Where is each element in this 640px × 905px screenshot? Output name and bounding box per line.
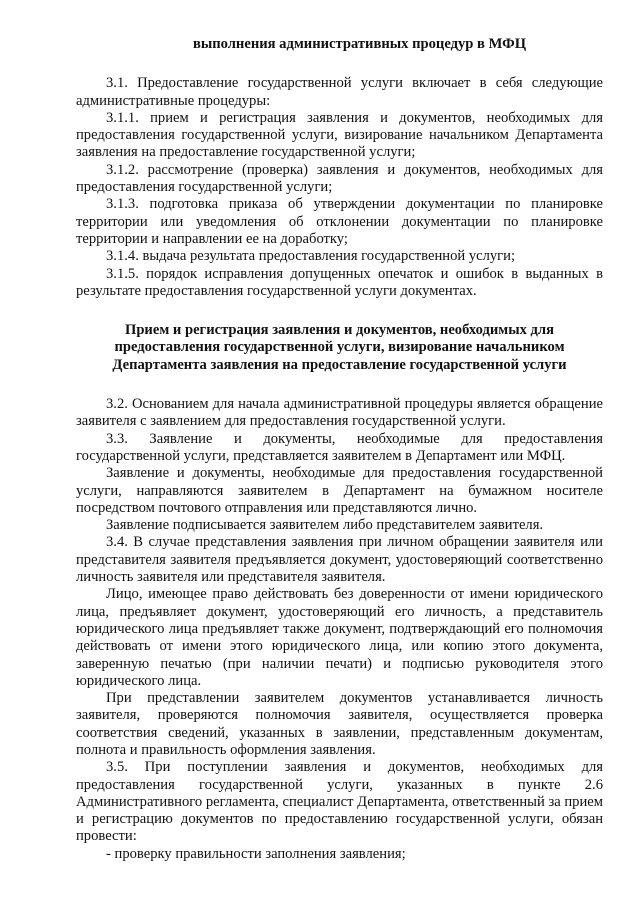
paragraph-submission: Заявление и документы, необходимые для предоставления государственной услуги, направляются заявителем в Департамент на бумажном носителе посредством почтового отправления или представляются лично. (76, 465, 603, 516)
paragraph-3-1-3: 3.1.3. подготовка приказа об утверждении документации по планировке территории или уведомления об отклонении документации по планировке территории и направлении ее на доработку; (76, 196, 603, 247)
paragraph-legal-entity: Лицо, имеющее право действовать без доверенности от имени юридического лица, предъявляет документ, удостоверяющий его личность, а представитель юридического лица предъявляет также документ, подтверждающий его полномочия действовать от имени этого юридического лица, или копию этого документа, заверенную печатью (при наличии печати) и подписью руководителя этого юридического лица. (76, 586, 603, 689)
paragraph-3-4: 3.4. В случае представления заявления при личном обращении заявителя или представителя заявителя предъявляется документ, удостоверяющий соответственно личность заявителя или представителя заявителя. (76, 534, 603, 586)
paragraph-3-1: 3.1. Предоставление государственной услуги включает в себя следующие административные процедуры: (76, 75, 603, 109)
section-heading: Прием и регистрация заявления и документов, необходимых для предоставления государственной услуги, визирование начальником Департамента заявления на предоставление государственной услуги (112, 322, 567, 373)
document-heading: выполнения административных процедур в МФЦ (192, 36, 527, 52)
reception-section (76, 396, 603, 863)
paragraph-identity-check: При представлении заявителем документов устанавливается личность заявителя, проверяются полномочия заявителя, осуществляется проверка соответствия сведений, указанных в заявлении, представленным документам, полнота и правильность оформления заявления. (76, 690, 603, 758)
paragraph-check-form: - проверку правильности заполнения заявления; (106, 845, 406, 862)
document-page (76, 36, 603, 863)
paragraph-signature: Заявление подписывается заявителем либо представителем заявителя. (106, 517, 544, 534)
paragraph-3-2: 3.2. Основанием для начала административной процедуры является обращение заявителя с заявлением для предоставления государственной услуги. (76, 396, 603, 430)
paragraph-3-3: 3.3. Заявление и документы, необходимые для предоставления государственной услуги, представляется заявителем в Департамент или МФЦ. (76, 430, 603, 464)
paragraph-3-1-2: 3.1.2. рассмотрение (проверка) заявления и документов, необходимых для предоставления государственной услуги; (76, 161, 603, 196)
paragraph-3-1-4: 3.1.4. выдача результата предоставления государственной услуги; (106, 248, 516, 265)
paragraph-3-1-1: 3.1.1. прием и регистрация заявления и документов, необходимых для предоставления государственной услуги, визирование начальником Департамента заявления на предоставление государственной услуги; (76, 109, 603, 161)
intro-section (76, 75, 603, 300)
paragraph-3-1-5: 3.1.5. порядок исправления допущенных опечаток и ошибок в выданных в результате предоставления государственной услуги документах. (76, 265, 603, 299)
paragraph-3-5: 3.5. При поступлении заявления и документов, необходимых для предоставления государственной услуги, указанных в пункте 2.6 Административного регламента, специалист Департамента, ответственный за прием и регистрацию документов по предоставлению государственной услуги, обязан провести: (76, 759, 603, 845)
